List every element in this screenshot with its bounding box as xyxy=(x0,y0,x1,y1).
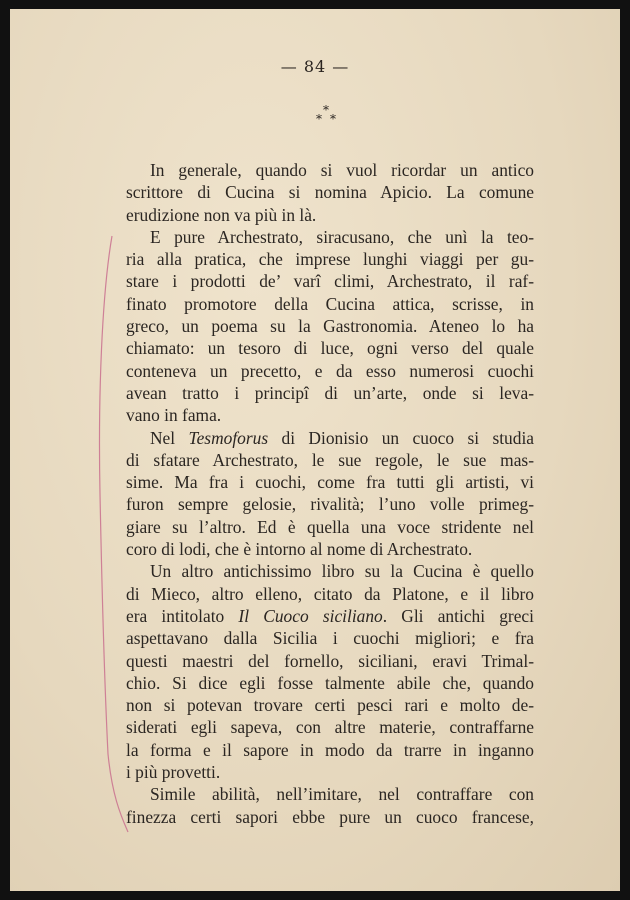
book-page xyxy=(10,9,620,891)
text-line: vano in fama. xyxy=(126,405,222,426)
text-line: avean tratto i principî di un’arte, onde si leva- xyxy=(126,382,534,403)
book-title-tesmoforus: Tesmoforus xyxy=(188,427,269,448)
text-line: i più provetti. xyxy=(126,762,221,783)
text-line: furon sempre gelosie, rivalità; l’uno volle primeg- xyxy=(126,494,534,515)
text-line: coro di lodi, che è intorno al nome di Archestrato. xyxy=(126,539,473,560)
text-line: chio. Si dice egli fosse talmente abile che, quando xyxy=(126,672,534,693)
text-line: chiamato: un tesoro di luce, ogni verso del quale xyxy=(126,338,534,359)
text-line: greco, un poema su la Gastronomia. Ateneo lo ha xyxy=(126,316,534,337)
text-line: erudizione non va più in là. xyxy=(126,204,317,225)
page-number: — 84 — xyxy=(280,57,350,76)
text-line: finato promotore della Cucina attica, scrisse, in xyxy=(126,293,534,314)
text-line: ria alla pratica, che imprese lunghi viaggi per gu- xyxy=(126,249,534,270)
text-fragment: di Dionisio un cuoco si studia xyxy=(268,427,534,448)
text-fragment: Nel xyxy=(150,427,189,448)
text-line: questi maestri del fornello, siciliani, eravi Trimal- xyxy=(126,650,534,671)
text-line: siderati egli sapeva, con altre materie, contraffarne xyxy=(126,717,534,738)
asterism-star-top: * xyxy=(323,103,329,117)
text-line: Un altro antichissimo libro su la Cucina è quello xyxy=(150,561,534,582)
asterism-star-left: * xyxy=(316,112,322,126)
book-title-cuoco-siciliano: Il Cuoco siciliano xyxy=(238,605,383,626)
text-fragment: era intitolato xyxy=(126,605,239,626)
text-line: finezza certi sapori ebbe pure un cuoco francese, xyxy=(126,806,534,827)
text-line-with-italic xyxy=(126,605,534,627)
text-fragment: . Gli antichi greci xyxy=(382,605,534,626)
text-line: conteneva un precetto, e da esso numerosi cuochi xyxy=(126,360,534,381)
text-line: aspettavano dalla Sicilia i cuochi migliori; e fra xyxy=(126,628,534,649)
text-line: la forma e il sapore in modo da trarre in inganno xyxy=(126,739,534,760)
asterism-ornament xyxy=(315,104,341,128)
text-line: giare su l’altro. Ed è quella una voce stridente nel xyxy=(126,516,534,537)
text-line: non si potevan trovare certi pesci rari e molto de- xyxy=(126,695,534,716)
text-line: In generale, quando si vuol ricordar un antico xyxy=(150,160,534,180)
asterism-star-right: * xyxy=(330,112,336,126)
text-line: stare i prodotti de’ varî climi, Archestrato, il raf- xyxy=(126,271,534,292)
text-line: Simile abilità, nell’imitare, nel contraffare con xyxy=(150,784,534,805)
text-line: sime. Ma fra i cuochi, come fra tutti gli artisti, vi xyxy=(126,472,534,493)
body-text xyxy=(126,159,534,828)
text-line: scrittore di Cucina si nomina Apicio. La comune xyxy=(126,182,534,203)
text-line: E pure Archestrato, siracusano, che unì la teo- xyxy=(150,226,534,247)
text-line: di sfatare Archestrato, le sue regole, le sue mas- xyxy=(126,449,534,470)
text-line-with-italic xyxy=(126,427,534,449)
text-line: di Mieco, altro elleno, citato da Platone, e il libro xyxy=(126,583,534,604)
